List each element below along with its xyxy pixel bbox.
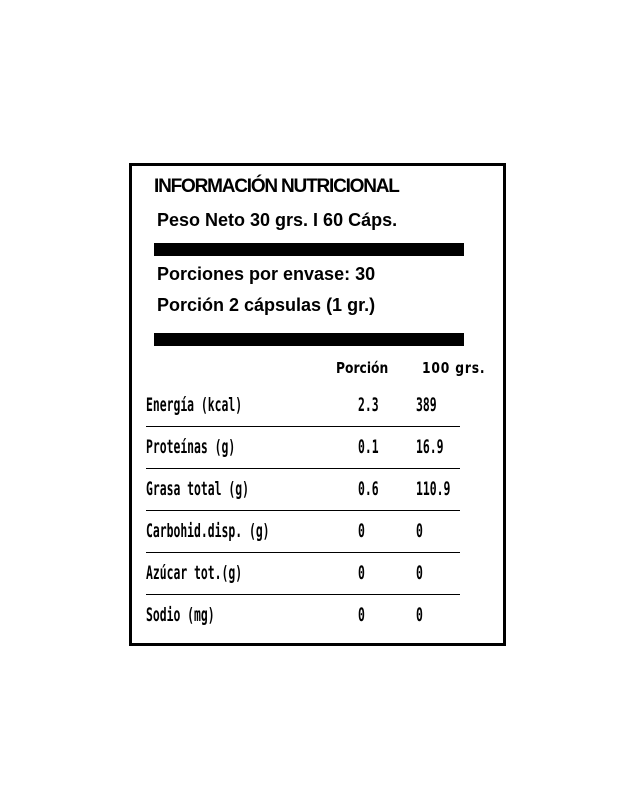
- nutrient-name: Azúcar tot.(g): [146, 562, 243, 584]
- nutrition-facts-label: [129, 163, 506, 646]
- nutrient-portion-value: 0: [358, 520, 365, 542]
- nutrient-row: [146, 427, 460, 469]
- nutrient-name: Proteínas (g): [146, 436, 236, 458]
- nutrient-name: Energía (kcal): [146, 394, 243, 416]
- nutrient-portion-value: 0.6: [358, 478, 379, 500]
- label-title: INFORMACIÓN NUTRICIONAL: [154, 176, 399, 197]
- net-weight: Peso Neto 30 grs. I 60 Cáps.: [157, 210, 398, 230]
- nutrient-row: [146, 553, 460, 595]
- nutrient-portion-value: 0: [358, 562, 365, 584]
- column-header-portion: Porción: [336, 359, 389, 377]
- divider-bar: [154, 333, 464, 346]
- nutrient-row: [146, 385, 460, 427]
- nutrient-row: [146, 469, 460, 511]
- servings-per-container: Porciones por envase: 30: [157, 264, 376, 284]
- divider-bar: [154, 243, 464, 256]
- nutrient-portion-value: 0: [358, 604, 365, 626]
- nutrient-per-100-value: 0: [416, 604, 423, 626]
- nutrient-per-100-value: 16.9: [416, 436, 444, 458]
- column-header-per-100: 100 grs.: [422, 359, 486, 377]
- nutrient-name: Sodio (mg): [146, 604, 215, 626]
- nutrient-per-100-value: 110.9: [416, 478, 451, 500]
- nutrient-portion-value: 0.1: [358, 436, 379, 458]
- nutrient-name: Carbohid.disp. (g): [146, 520, 270, 542]
- nutrient-portion-value: 2.3: [358, 394, 379, 416]
- nutrient-name: Grasa total (g): [146, 478, 249, 500]
- serving-size: Porción 2 cápsulas (1 gr.): [157, 295, 376, 315]
- nutrient-row: [146, 595, 460, 637]
- nutrient-per-100-value: 0: [416, 562, 423, 584]
- nutrient-per-100-value: 0: [416, 520, 423, 542]
- nutrient-row: [146, 511, 460, 553]
- nutrient-per-100-value: 389: [416, 394, 437, 416]
